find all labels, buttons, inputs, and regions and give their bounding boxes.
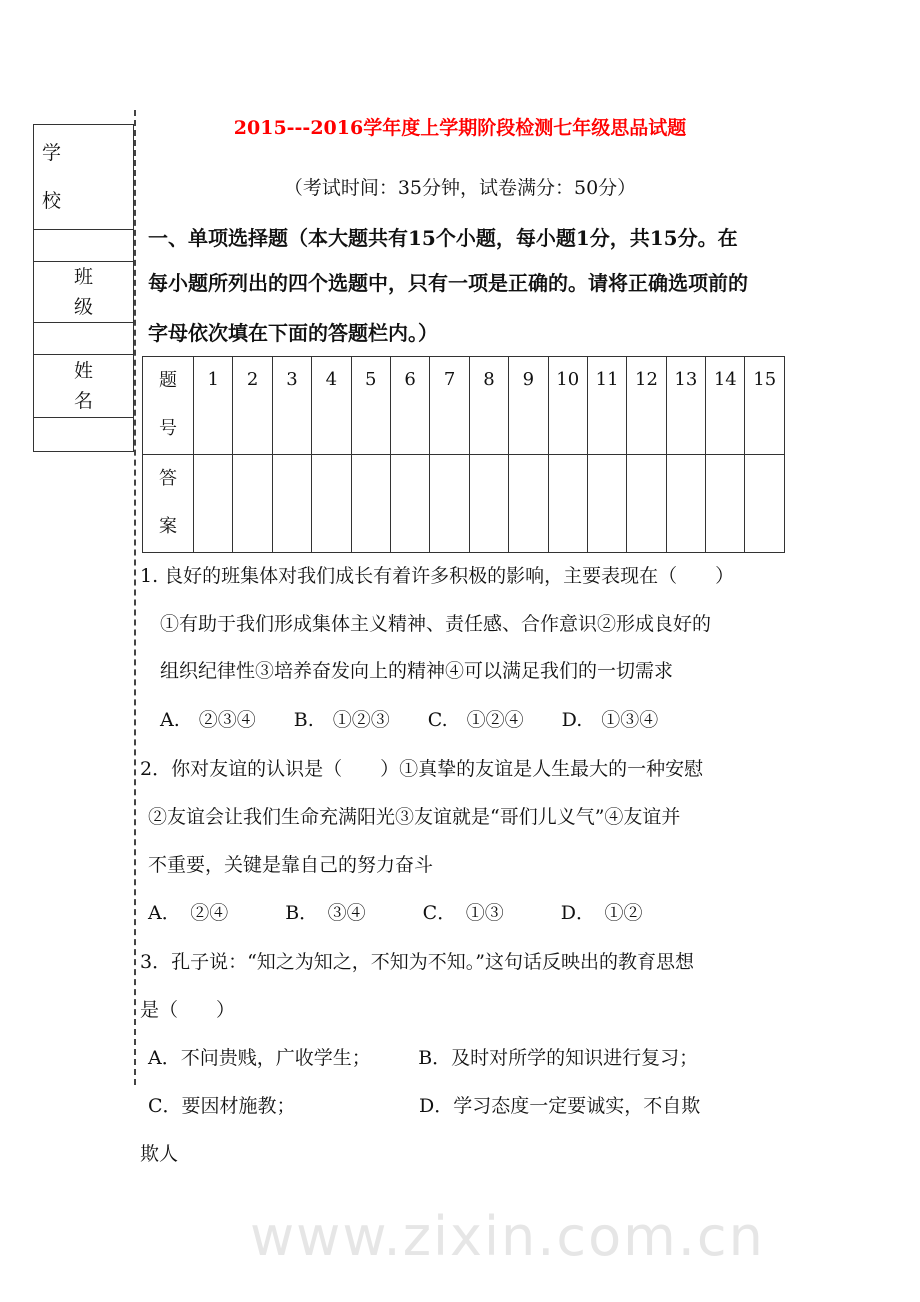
question-number: 12	[627, 357, 666, 455]
question-line: A．不问贵贱，广收学生； B．及时对所学的知识进行复习；	[148, 1047, 699, 1069]
question-number: 3	[272, 357, 311, 455]
answer-grid	[142, 356, 785, 553]
binding-line	[134, 110, 136, 1085]
question-number: 9	[509, 357, 548, 455]
row-header	[143, 455, 194, 553]
question-line: A. ②③④ B. ①②③ C. ①②④ D. ①③④	[160, 709, 659, 731]
answer-cell[interactable]	[548, 455, 587, 553]
question-line: 1. 良好的班集体对我们成长有着许多积极的影响，主要表现在（ ）	[140, 565, 735, 587]
question-line: 欺人	[140, 1143, 179, 1165]
answer-cell[interactable]	[312, 455, 351, 553]
answer-cell[interactable]	[587, 455, 626, 553]
question-number: 11	[587, 357, 626, 455]
question-number: 15	[745, 357, 785, 455]
question-line: C．要因材施教； D．学习态度一定要诚实，不自欺	[148, 1095, 701, 1117]
answer-cell[interactable]	[430, 455, 469, 553]
question-number: 6	[390, 357, 429, 455]
question-number: 1	[194, 357, 233, 455]
answer-cell[interactable]	[272, 455, 311, 553]
answer-cell[interactable]	[509, 455, 548, 553]
row-header-char: 案	[159, 516, 177, 537]
question-line: ②友谊会让我们生命充满阳光③友谊就是“哥们儿义气”④友谊并	[148, 806, 681, 828]
row-header-char: 号	[159, 418, 177, 439]
question-number: 10	[548, 357, 587, 455]
watermark: www.zixin.com.cn	[250, 1205, 765, 1268]
section-heading: 字母依次填在下面的答题栏内。）	[148, 321, 438, 345]
class-label-char: 班	[73, 266, 93, 288]
question-number: 7	[430, 357, 469, 455]
question-number: 2	[233, 357, 272, 455]
name-label-char: 姓	[73, 360, 93, 382]
class-field[interactable]	[34, 323, 134, 355]
section-heading: 一、单项选择题（本大题共有15个小题，每小题1分，共15分。在	[148, 226, 738, 250]
question-line: 组织纪律性③培养奋发向上的精神④可以满足我们的一切需求	[160, 660, 674, 682]
answer-cell[interactable]	[233, 455, 272, 553]
question-line: ①有助于我们形成集体主义精神、责任感、合作意识②形成良好的	[160, 613, 712, 635]
question-line: 3．孔子说：“知之为知之，不知为不知。”这句话反映出的教育思想	[140, 951, 695, 973]
question-number: 5	[351, 357, 390, 455]
row-header-char: 答	[159, 468, 177, 489]
row-header	[143, 357, 194, 455]
answer-cell[interactable]	[194, 455, 233, 553]
answer-cell[interactable]	[351, 455, 390, 553]
row-header-char: 题	[159, 370, 177, 391]
question-line: 是（ ）	[140, 999, 236, 1021]
question-number: 14	[706, 357, 745, 455]
school-label-char: 校	[42, 190, 62, 212]
answer-cell[interactable]	[745, 455, 785, 553]
name-label-char: 名	[73, 390, 93, 412]
exam-info: （考试时间：35分钟，试卷满分：50分）	[283, 177, 637, 199]
question-line: 2．你对友谊的认识是（ ）①真挚的友谊是人生最大的一种安慰	[140, 758, 704, 780]
question-line: 不重要，关键是靠自己的努力奋斗	[148, 854, 434, 876]
answer-cell[interactable]	[706, 455, 745, 553]
section-heading: 每小题所列出的四个选题中，只有一项是正确的。请将正确选项前的	[148, 271, 748, 295]
class-label	[34, 262, 134, 323]
school-field[interactable]	[34, 230, 134, 262]
question-number: 13	[666, 357, 705, 455]
question-number: 8	[469, 357, 508, 455]
name-label	[34, 355, 134, 418]
answer-cell[interactable]	[627, 455, 666, 553]
page-title: 2015---2016学年度上学期阶段检测七年级思品试题	[233, 117, 687, 139]
answer-cell[interactable]	[390, 455, 429, 553]
class-label-char: 级	[73, 296, 93, 318]
question-line: A． ②④ B． ③④ C． ①③ D． ①②	[148, 902, 643, 924]
school-label-char: 学	[42, 142, 62, 164]
answer-cell[interactable]	[666, 455, 705, 553]
name-field[interactable]	[34, 418, 134, 452]
question-number: 4	[312, 357, 351, 455]
student-info-box	[33, 124, 134, 452]
answer-cell[interactable]	[469, 455, 508, 553]
